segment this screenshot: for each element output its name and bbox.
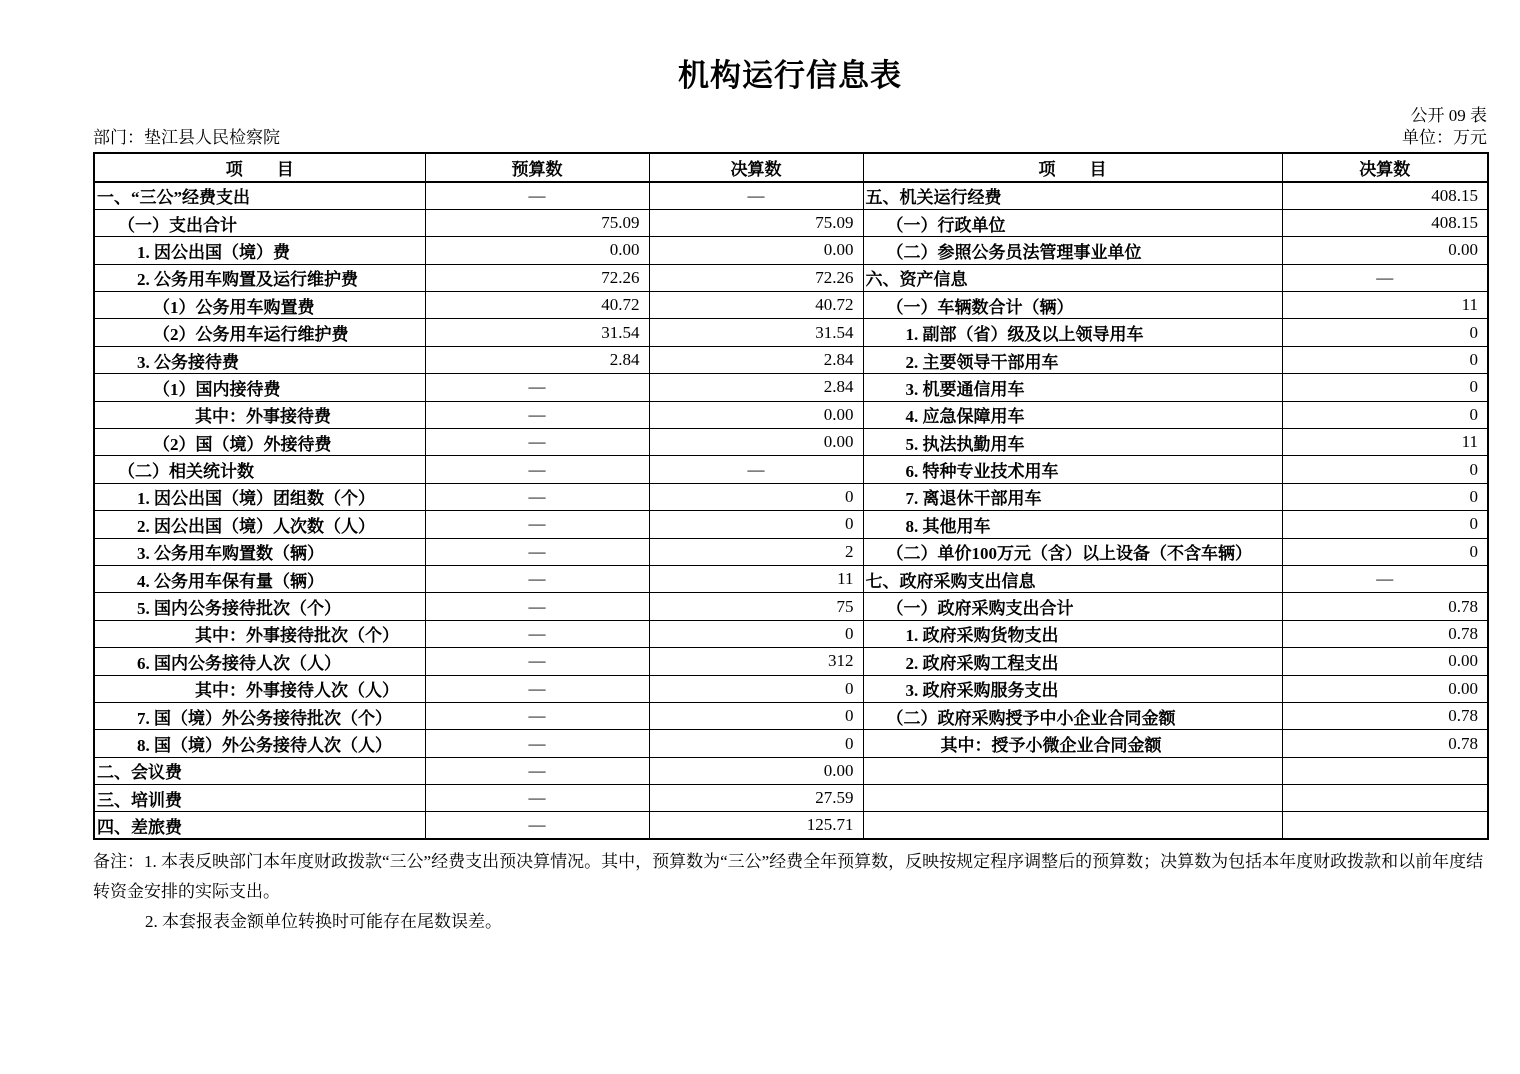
table-row xyxy=(94,730,1488,757)
cell-item-left: 3. 公务用车购置数（辆） xyxy=(94,538,425,565)
cell-final-right: 0 xyxy=(1282,374,1488,401)
table-row xyxy=(94,346,1488,373)
cell-final-right: 0.78 xyxy=(1282,702,1488,729)
cell-final-right: 0 xyxy=(1282,456,1488,483)
col-header-budget: 预算数 xyxy=(425,153,649,182)
cell-item-left: 3. 公务接待费 xyxy=(94,346,425,373)
cell-item-left: （2）公务用车运行维护费 xyxy=(94,319,425,346)
cell-final-right: 408.15 xyxy=(1282,182,1488,209)
cell-item-right: 3. 政府采购服务支出 xyxy=(863,675,1282,702)
table-row xyxy=(94,593,1488,620)
cell-budget: — xyxy=(425,483,649,510)
cell-item-left: 7. 国（境）外公务接待批次（个） xyxy=(94,702,425,729)
cell-budget: — xyxy=(425,648,649,675)
cell-final-left: 2 xyxy=(649,538,863,565)
cell-final-left: 31.54 xyxy=(649,319,863,346)
cell-item-right: （一）车辆数合计（辆） xyxy=(863,292,1282,319)
table-row xyxy=(94,237,1488,264)
col-header-item-left: 项 目 xyxy=(94,153,425,182)
table-row xyxy=(94,429,1488,456)
table-row xyxy=(94,620,1488,647)
cell-final-left: 2.84 xyxy=(649,374,863,401)
cell-final-right: 0.00 xyxy=(1282,648,1488,675)
cell-item-left: （1）公务用车购置费 xyxy=(94,292,425,319)
cell-final-right xyxy=(1282,785,1488,812)
cell-final-right: 0 xyxy=(1282,538,1488,565)
cell-item-left: 四、差旅费 xyxy=(94,812,425,839)
cell-item-right: （二）单价100万元（含）以上设备（不含车辆） xyxy=(863,538,1282,565)
table-row xyxy=(94,675,1488,702)
table-row xyxy=(94,757,1488,784)
cell-final-left: 0.00 xyxy=(649,757,863,784)
cell-item-right: （一）行政单位 xyxy=(863,209,1282,236)
cell-final-right: 0 xyxy=(1282,346,1488,373)
table-row xyxy=(94,374,1488,401)
cell-item-left: 二、会议费 xyxy=(94,757,425,784)
cell-item-right: （二）参照公务员法管理事业单位 xyxy=(863,237,1282,264)
cell-final-right: 11 xyxy=(1282,292,1488,319)
cell-item-left: 6. 国内公务接待人次（人） xyxy=(94,648,425,675)
cell-item-left: 其中：外事接待人次（人） xyxy=(94,675,425,702)
cell-item-left: 1. 因公出国（境）费 xyxy=(94,237,425,264)
cell-final-left: 0 xyxy=(649,620,863,647)
cell-final-left: 75.09 xyxy=(649,209,863,236)
cell-item-left: 其中：外事接待批次（个） xyxy=(94,620,425,647)
cell-final-left: 0.00 xyxy=(649,429,863,456)
cell-item-left: 1. 因公出国（境）团组数（个） xyxy=(94,483,425,510)
table-row xyxy=(94,456,1488,483)
cell-item-right xyxy=(863,757,1282,784)
cell-budget: — xyxy=(425,182,649,209)
cell-final-right: 408.15 xyxy=(1282,209,1488,236)
table-row xyxy=(94,702,1488,729)
cell-budget: 72.26 xyxy=(425,264,649,291)
cell-final-left: 40.72 xyxy=(649,292,863,319)
cell-item-right: 6. 特种专业技术用车 xyxy=(863,456,1282,483)
cell-final-left: 0 xyxy=(649,675,863,702)
cell-item-right: 2. 主要领导干部用车 xyxy=(863,346,1282,373)
cell-final-right: 0.00 xyxy=(1282,237,1488,264)
cell-item-left: （2）国（境）外接待费 xyxy=(94,429,425,456)
cell-item-right: （二）政府采购授予中小企业合同金额 xyxy=(863,702,1282,729)
cell-final-left: 0 xyxy=(649,511,863,538)
cell-budget: — xyxy=(425,593,649,620)
cell-item-right: 其中：授予小微企业合同金额 xyxy=(863,730,1282,757)
table-row xyxy=(94,292,1488,319)
cell-final-right: 11 xyxy=(1282,429,1488,456)
cell-item-left: （二）相关统计数 xyxy=(94,456,425,483)
cell-final-left: 11 xyxy=(649,565,863,592)
cell-budget: — xyxy=(425,456,649,483)
cell-item-left: 其中：外事接待费 xyxy=(94,401,425,428)
cell-final-left: 0.00 xyxy=(649,401,863,428)
cell-item-right: 4. 应急保障用车 xyxy=(863,401,1282,428)
operation-info-table xyxy=(93,152,1489,840)
cell-item-right: 六、资产信息 xyxy=(863,264,1282,291)
meta-row xyxy=(93,127,1487,149)
note-2: 2. 本套报表金额单位转换时可能存在尾数误差。 xyxy=(145,912,502,932)
table-row xyxy=(94,812,1488,839)
cell-item-left: 三、培训费 xyxy=(94,785,425,812)
cell-budget: 0.00 xyxy=(425,237,649,264)
report-page xyxy=(93,0,1487,937)
cell-final-left: 0 xyxy=(649,483,863,510)
table-row xyxy=(94,785,1488,812)
cell-final-left: 0 xyxy=(649,730,863,757)
cell-item-right xyxy=(863,785,1282,812)
cell-item-left: 2. 因公出国（境）人次数（人） xyxy=(94,511,425,538)
cell-final-left: 0.00 xyxy=(649,237,863,264)
cell-item-right: 1. 副部（省）级及以上领导用车 xyxy=(863,319,1282,346)
cell-final-right: 0.78 xyxy=(1282,730,1488,757)
department-label: 部门：垫江县人民检察院 xyxy=(93,128,280,147)
cell-final-left: 0 xyxy=(649,702,863,729)
cell-budget: — xyxy=(425,730,649,757)
table-row xyxy=(94,319,1488,346)
cell-item-left: 8. 国（境）外公务接待人次（人） xyxy=(94,730,425,757)
cell-final-right: 0.78 xyxy=(1282,593,1488,620)
table-body xyxy=(94,182,1488,839)
cell-item-right: 1. 政府采购货物支出 xyxy=(863,620,1282,647)
cell-final-right: 0 xyxy=(1282,319,1488,346)
col-header-final-left: 决算数 xyxy=(649,153,863,182)
cell-final-right: 0.78 xyxy=(1282,620,1488,647)
cell-item-left: （1）国内接待费 xyxy=(94,374,425,401)
cell-item-right: （一）政府采购支出合计 xyxy=(863,593,1282,620)
cell-item-left: 一、“三公”经费支出 xyxy=(94,182,425,209)
cell-budget: 2.84 xyxy=(425,346,649,373)
cell-item-left: 4. 公务用车保有量（辆） xyxy=(94,565,425,592)
cell-budget: — xyxy=(425,511,649,538)
table-row xyxy=(94,182,1488,209)
cell-budget: — xyxy=(425,702,649,729)
cell-item-right: 8. 其他用车 xyxy=(863,511,1282,538)
cell-item-right: 5. 执法执勤用车 xyxy=(863,429,1282,456)
unit-label: 单位：万元 xyxy=(1402,128,1487,147)
cell-budget: — xyxy=(425,429,649,456)
cell-item-left: （一）支出合计 xyxy=(94,209,425,236)
sheet-label: 公开 09 表 xyxy=(1410,106,1487,125)
table-row xyxy=(94,538,1488,565)
cell-budget: — xyxy=(425,565,649,592)
table-row xyxy=(94,209,1488,236)
table-row xyxy=(94,483,1488,510)
table-row xyxy=(94,648,1488,675)
col-header-item-right: 项 目 xyxy=(863,153,1282,182)
cell-budget: — xyxy=(425,620,649,647)
cell-item-right: 7. 离退休干部用车 xyxy=(863,483,1282,510)
cell-final-left: 72.26 xyxy=(649,264,863,291)
cell-final-right: 0 xyxy=(1282,511,1488,538)
cell-final-right: 0 xyxy=(1282,483,1488,510)
table-header-row xyxy=(94,153,1488,182)
cell-budget: 40.72 xyxy=(425,292,649,319)
cell-item-right xyxy=(863,812,1282,839)
cell-final-left: 27.59 xyxy=(649,785,863,812)
table-row xyxy=(94,264,1488,291)
cell-item-right: 2. 政府采购工程支出 xyxy=(863,648,1282,675)
cell-final-right: 0 xyxy=(1282,401,1488,428)
cell-final-right xyxy=(1282,812,1488,839)
col-header-final-right: 决算数 xyxy=(1282,153,1488,182)
cell-budget: 75.09 xyxy=(425,209,649,236)
cell-item-right: 3. 机要通信用车 xyxy=(863,374,1282,401)
cell-item-right: 七、政府采购支出信息 xyxy=(863,565,1282,592)
cell-final-left: — xyxy=(649,456,863,483)
table-row xyxy=(94,511,1488,538)
cell-budget: — xyxy=(425,401,649,428)
cell-final-left: 312 xyxy=(649,648,863,675)
cell-budget: — xyxy=(425,374,649,401)
page-title: 机构运行信息表 xyxy=(678,58,902,93)
cell-budget: — xyxy=(425,538,649,565)
cell-final-right: — xyxy=(1282,565,1488,592)
cell-budget: — xyxy=(425,785,649,812)
cell-item-left: 5. 国内公务接待批次（个） xyxy=(94,593,425,620)
cell-budget: 31.54 xyxy=(425,319,649,346)
cell-budget: — xyxy=(425,812,649,839)
cell-final-left: — xyxy=(649,182,863,209)
table-row xyxy=(94,401,1488,428)
note-1: 备注：1. 本表反映部门本年度财政拨款“三公”经费支出预决算情况。其中，预算数为“三公”经费全年预算数，反映按规定程序调整后的预算数；决算数为包括本年度财政拨款和以前年度结转资金安排的实际支出。 xyxy=(93,852,1484,902)
notes xyxy=(93,847,1487,937)
cell-final-right: — xyxy=(1282,264,1488,291)
cell-final-left: 2.84 xyxy=(649,346,863,373)
cell-budget: — xyxy=(425,675,649,702)
cell-final-right: 0.00 xyxy=(1282,675,1488,702)
cell-final-left: 125.71 xyxy=(649,812,863,839)
cell-item-right: 五、机关运行经费 xyxy=(863,182,1282,209)
cell-budget: — xyxy=(425,757,649,784)
table-row xyxy=(94,565,1488,592)
cell-final-left: 75 xyxy=(649,593,863,620)
cell-item-left: 2. 公务用车购置及运行维护费 xyxy=(94,264,425,291)
cell-final-right xyxy=(1282,757,1488,784)
